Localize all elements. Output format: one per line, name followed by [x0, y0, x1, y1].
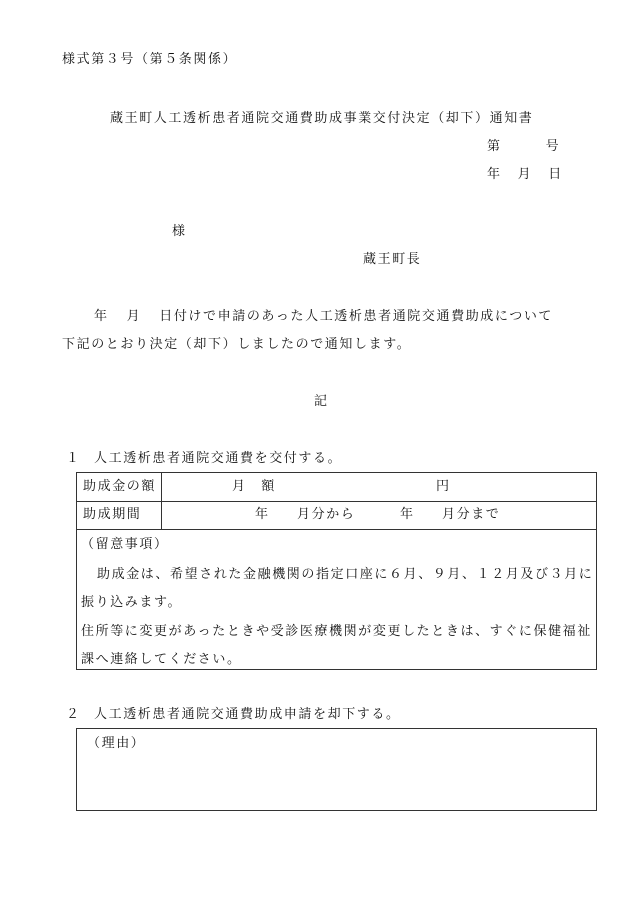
issue-date-line — [487, 167, 563, 183]
issue-date-year: 年 — [487, 167, 502, 182]
document-title: 蔵王町人工透析患者通院交通費助成事業交付決定（却下）通知書 — [110, 111, 534, 126]
period-label: 助成期間 — [83, 507, 142, 522]
period-row — [77, 501, 596, 530]
issuer-name: 蔵王町長 — [363, 252, 422, 267]
period-label-cell — [77, 501, 162, 529]
amount-label-cell — [77, 473, 162, 501]
issue-date-day: 日 — [548, 167, 563, 182]
document-number-prefix: 第 — [487, 139, 502, 154]
grant-details-table — [76, 472, 597, 670]
body-line1-text: 日付けで申請のあった人工透析患者通院交通費助成について — [159, 309, 554, 324]
document-number-suffix: 号 — [545, 139, 561, 154]
amount-row — [77, 473, 596, 502]
body-line-2: 下記のとおり決定（却下）しましたので通知します。 — [62, 337, 412, 352]
period-to-month: 月分まで — [442, 507, 501, 522]
recipient-line: 様 — [172, 224, 187, 239]
period-from-year: 年 — [255, 507, 270, 522]
period-from-month: 月分から — [297, 507, 356, 522]
section2-heading-text: 人工透析患者通院交通費助成申請を却下する。 — [94, 707, 401, 722]
amount-label: 助成金の額 — [83, 479, 157, 494]
issue-date-month: 月 — [517, 167, 533, 182]
period-to-year: 年 — [400, 507, 415, 522]
amount-monthly: 月 額 — [232, 479, 276, 494]
section2-heading — [66, 707, 401, 723]
note1-line1: 助成金は、希望された金融機関の指定口座に６月、９月、１２月及び３月に — [97, 567, 594, 582]
body-line-1 — [94, 309, 553, 325]
notes-cell — [77, 530, 596, 669]
form-number: 様式第３号（第５条関係） — [62, 52, 238, 67]
section1-heading-text: 人工透析患者通院交通費を交付する。 — [94, 451, 343, 466]
section1-heading — [66, 451, 342, 467]
document-number-line — [487, 139, 560, 155]
ki-heading: 記 — [314, 394, 329, 409]
period-value-cell — [162, 507, 596, 523]
reason-label: （理由） — [87, 736, 146, 751]
body-month: 月 — [126, 309, 142, 324]
notes-title: （留意事項） — [81, 537, 169, 552]
section2-number: ２ — [66, 707, 81, 722]
section1-number: １ — [66, 451, 81, 466]
rejection-reason-box — [76, 728, 597, 811]
note2-line2: 課へ連絡してください。 — [81, 652, 242, 667]
body-year: 年 — [94, 309, 109, 324]
note2-line1: 住所等に変更があったときや受診医療機関が変更したときは、すぐに保健福祉 — [81, 624, 592, 639]
amount-unit: 円 — [436, 479, 451, 494]
amount-value-cell — [162, 479, 596, 495]
note1-line2: 振り込みます。 — [81, 595, 183, 610]
